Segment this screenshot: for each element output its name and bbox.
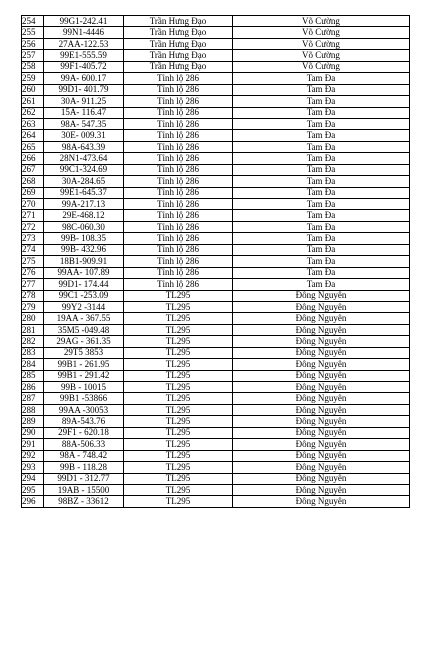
road-cell: Trần Hưng Đạo (124, 16, 233, 27)
road-cell: Tỉnh lộ 286 (124, 199, 233, 210)
license-plate-cell: 99AA- 107.89 (44, 267, 124, 278)
road-cell: TL295 (124, 427, 233, 438)
area-cell: Đông Nguyên (233, 496, 410, 507)
table-row (22, 199, 410, 210)
table-row (22, 313, 410, 324)
license-plate-cell: 98C-060.30 (44, 221, 124, 232)
row-number-cell: 275 (22, 256, 44, 267)
area-cell: Tam Đa (233, 96, 410, 107)
row-number-cell: 258 (22, 61, 44, 72)
row-number-cell: 266 (22, 153, 44, 164)
row-number-cell: 285 (22, 370, 44, 381)
license-plate-cell: 27AA-122.53 (44, 38, 124, 49)
license-plate-cell: 30E- 009.31 (44, 130, 124, 141)
area-cell: Tam Đa (233, 73, 410, 84)
area-cell: Đông Nguyên (233, 359, 410, 370)
license-plate-cell: 99C1-324.69 (44, 164, 124, 175)
area-cell: Tam Đa (233, 107, 410, 118)
road-cell: TL295 (124, 450, 233, 461)
table-row (22, 27, 410, 38)
table-row (22, 267, 410, 278)
road-cell: TL295 (124, 462, 233, 473)
road-cell: TL295 (124, 313, 233, 324)
license-plate-cell: 19AA - 367.55 (44, 313, 124, 324)
table-row (22, 416, 410, 427)
area-cell: Tam Đa (233, 130, 410, 141)
row-number-cell: 273 (22, 233, 44, 244)
road-cell: Tỉnh lộ 286 (124, 210, 233, 221)
license-plate-cell: 15A- 116.47 (44, 107, 124, 118)
license-plate-cell: 99D1 - 312.77 (44, 473, 124, 484)
area-cell: Đông Nguyên (233, 336, 410, 347)
row-number-cell: 288 (22, 404, 44, 415)
row-number-cell: 261 (22, 96, 44, 107)
license-plate-cell: 99G1-242.41 (44, 16, 124, 27)
row-number-cell: 293 (22, 462, 44, 473)
license-plate-cell: 99Y2 -3144 (44, 301, 124, 312)
table-row (22, 61, 410, 72)
area-cell: Đông Nguyên (233, 370, 410, 381)
road-cell: Tỉnh lộ 286 (124, 96, 233, 107)
license-plate-cell: 99D1- 174.44 (44, 279, 124, 290)
road-cell: TL295 (124, 336, 233, 347)
table-row (22, 233, 410, 244)
table-row (22, 244, 410, 255)
row-number-cell: 269 (22, 187, 44, 198)
area-cell: Tam Đa (233, 84, 410, 95)
road-cell: TL295 (124, 290, 233, 301)
area-cell: Đông Nguyên (233, 473, 410, 484)
area-cell: Tam Đa (233, 199, 410, 210)
license-plate-cell: 98A - 748.42 (44, 450, 124, 461)
license-plate-cell: 99C1 -253.09 (44, 290, 124, 301)
area-cell: Tam Đa (233, 187, 410, 198)
area-cell: Tam Đa (233, 141, 410, 152)
row-number-cell: 290 (22, 427, 44, 438)
row-number-cell: 280 (22, 313, 44, 324)
road-cell: TL295 (124, 324, 233, 335)
row-number-cell: 289 (22, 416, 44, 427)
area-cell: Tam Đa (233, 176, 410, 187)
road-cell: Tỉnh lộ 286 (124, 130, 233, 141)
road-cell: TL295 (124, 347, 233, 358)
table-row (22, 107, 410, 118)
area-cell: Tam Đa (233, 267, 410, 278)
license-plate-cell: 19AB - 15500 (44, 484, 124, 495)
row-number-cell: 262 (22, 107, 44, 118)
table-row (22, 73, 410, 84)
area-cell: Võ Cường (233, 50, 410, 61)
road-cell: Tỉnh lộ 286 (124, 233, 233, 244)
road-cell: TL295 (124, 382, 233, 393)
table-row (22, 382, 410, 393)
license-plate-cell: 99B1 -53866 (44, 393, 124, 404)
row-number-cell: 264 (22, 130, 44, 141)
license-plate-cell: 99E1-555.59 (44, 50, 124, 61)
row-number-cell: 284 (22, 359, 44, 370)
table-row (22, 450, 410, 461)
road-cell: TL295 (124, 439, 233, 450)
road-cell: Tỉnh lộ 286 (124, 279, 233, 290)
table-row (22, 130, 410, 141)
road-cell: TL295 (124, 496, 233, 507)
table-row (22, 210, 410, 221)
table-row (22, 336, 410, 347)
area-cell: Đông Nguyên (233, 427, 410, 438)
table-row (22, 473, 410, 484)
road-cell: Tỉnh lộ 286 (124, 73, 233, 84)
table-row (22, 496, 410, 507)
area-cell: Đông Nguyên (233, 393, 410, 404)
area-cell: Đông Nguyên (233, 439, 410, 450)
license-plate-cell: 99A- 600.17 (44, 73, 124, 84)
road-cell: Tỉnh lộ 286 (124, 187, 233, 198)
license-plate-cell: 30A-284.65 (44, 176, 124, 187)
road-cell: TL295 (124, 416, 233, 427)
row-number-cell: 294 (22, 473, 44, 484)
area-cell: Tam Đa (233, 153, 410, 164)
row-number-cell: 278 (22, 290, 44, 301)
table-row (22, 439, 410, 450)
row-number-cell: 287 (22, 393, 44, 404)
license-plate-cell: 28N1-473.64 (44, 153, 124, 164)
row-number-cell: 277 (22, 279, 44, 290)
table-row (22, 462, 410, 473)
area-cell: Tam Đa (233, 256, 410, 267)
license-plate-cell: 88A-506.33 (44, 439, 124, 450)
license-plate-cell: 30A- 911.25 (44, 96, 124, 107)
license-plate-cell: 99B - 10015 (44, 382, 124, 393)
license-plate-cell: 99E1-645.37 (44, 187, 124, 198)
plate-table-body (22, 16, 410, 508)
road-cell: Tỉnh lộ 286 (124, 141, 233, 152)
area-cell: Võ Cường (233, 27, 410, 38)
table-row (22, 484, 410, 495)
area-cell: Đông Nguyên (233, 382, 410, 393)
road-cell: Trần Hưng Đạo (124, 27, 233, 38)
row-number-cell: 254 (22, 16, 44, 27)
license-plate-cell: 99F1-405.72 (44, 61, 124, 72)
row-number-cell: 255 (22, 27, 44, 38)
row-number-cell: 271 (22, 210, 44, 221)
area-cell: Đông Nguyên (233, 313, 410, 324)
row-number-cell: 270 (22, 199, 44, 210)
plate-table (21, 15, 410, 508)
road-cell: Trần Hưng Đạo (124, 38, 233, 49)
table-row (22, 427, 410, 438)
table-row (22, 370, 410, 381)
table-row (22, 164, 410, 175)
license-plate-cell: 99A-217.13 (44, 199, 124, 210)
road-cell: Tỉnh lộ 286 (124, 267, 233, 278)
license-plate-cell: 29AG - 361.35 (44, 336, 124, 347)
row-number-cell: 256 (22, 38, 44, 49)
row-number-cell: 282 (22, 336, 44, 347)
table-row (22, 118, 410, 129)
table-row (22, 221, 410, 232)
road-cell: Tỉnh lộ 286 (124, 164, 233, 175)
license-plate-cell: 99B1 - 261.95 (44, 359, 124, 370)
row-number-cell: 292 (22, 450, 44, 461)
table-row (22, 324, 410, 335)
table-row (22, 84, 410, 95)
row-number-cell: 259 (22, 73, 44, 84)
area-cell: Đông Nguyên (233, 404, 410, 415)
road-cell: Tỉnh lộ 286 (124, 221, 233, 232)
license-plate-cell: 89A-543.76 (44, 416, 124, 427)
license-plate-cell: 99B- 432.96 (44, 244, 124, 255)
row-number-cell: 274 (22, 244, 44, 255)
area-cell: Đông Nguyên (233, 450, 410, 461)
table-row (22, 359, 410, 370)
area-cell: Đông Nguyên (233, 324, 410, 335)
license-plate-cell: 18B1-909.91 (44, 256, 124, 267)
area-cell: Tam Đa (233, 221, 410, 232)
road-cell: Trần Hưng Đạo (124, 50, 233, 61)
road-cell: Trần Hưng Đạo (124, 61, 233, 72)
row-number-cell: 257 (22, 50, 44, 61)
table-row (22, 347, 410, 358)
license-plate-cell: 98A- 547.35 (44, 118, 124, 129)
area-cell: Võ Cường (233, 16, 410, 27)
license-plate-cell: 35M5 -049.48 (44, 324, 124, 335)
license-plate-cell: 29F1 - 620.18 (44, 427, 124, 438)
area-cell: Tam Đa (233, 279, 410, 290)
license-plate-cell: 29T5 3853 (44, 347, 124, 358)
table-row (22, 290, 410, 301)
row-number-cell: 291 (22, 439, 44, 450)
row-number-cell: 279 (22, 301, 44, 312)
row-number-cell: 286 (22, 382, 44, 393)
road-cell: Tỉnh lộ 286 (124, 84, 233, 95)
area-cell: Đông Nguyên (233, 290, 410, 301)
road-cell: TL295 (124, 404, 233, 415)
license-plate-cell: 99N1-4446 (44, 27, 124, 38)
table-row (22, 279, 410, 290)
row-number-cell: 281 (22, 324, 44, 335)
row-number-cell: 272 (22, 221, 44, 232)
road-cell: TL295 (124, 393, 233, 404)
table-row (22, 153, 410, 164)
area-cell: Võ Cường (233, 61, 410, 72)
table-row (22, 50, 410, 61)
area-cell: Đông Nguyên (233, 484, 410, 495)
row-number-cell: 296 (22, 496, 44, 507)
license-plate-cell: 98BZ - 33612 (44, 496, 124, 507)
table-row (22, 187, 410, 198)
row-number-cell: 267 (22, 164, 44, 175)
road-cell: TL295 (124, 359, 233, 370)
area-cell: Đông Nguyên (233, 347, 410, 358)
area-cell: Tam Đa (233, 233, 410, 244)
row-number-cell: 268 (22, 176, 44, 187)
road-cell: Tỉnh lộ 286 (124, 118, 233, 129)
table-row (22, 256, 410, 267)
license-plate-cell: 99B - 118.28 (44, 462, 124, 473)
area-cell: Đông Nguyên (233, 301, 410, 312)
table-row (22, 176, 410, 187)
license-plate-cell: 99D1- 401.79 (44, 84, 124, 95)
row-number-cell: 263 (22, 118, 44, 129)
road-cell: Tỉnh lộ 286 (124, 153, 233, 164)
table-row (22, 141, 410, 152)
area-cell: Tam Đa (233, 244, 410, 255)
table-row (22, 16, 410, 27)
road-cell: TL295 (124, 473, 233, 484)
row-number-cell: 260 (22, 84, 44, 95)
table-row (22, 393, 410, 404)
road-cell: TL295 (124, 301, 233, 312)
row-number-cell: 295 (22, 484, 44, 495)
road-cell: Tỉnh lộ 286 (124, 244, 233, 255)
license-plate-cell: 98A-643.39 (44, 141, 124, 152)
table-row (22, 96, 410, 107)
road-cell: Tỉnh lộ 286 (124, 256, 233, 267)
license-plate-cell: 29E-468.12 (44, 210, 124, 221)
row-number-cell: 265 (22, 141, 44, 152)
area-cell: Đông Nguyên (233, 462, 410, 473)
row-number-cell: 283 (22, 347, 44, 358)
license-plate-cell: 99B- 108.35 (44, 233, 124, 244)
area-cell: Võ Cường (233, 38, 410, 49)
table-row (22, 404, 410, 415)
area-cell: Tam Đa (233, 210, 410, 221)
road-cell: TL295 (124, 370, 233, 381)
area-cell: Đông Nguyên (233, 416, 410, 427)
road-cell: Tỉnh lộ 286 (124, 176, 233, 187)
table-row (22, 38, 410, 49)
license-plate-cell: 99B1 - 291.42 (44, 370, 124, 381)
road-cell: TL295 (124, 484, 233, 495)
license-plate-cell: 99AA -30053 (44, 404, 124, 415)
row-number-cell: 276 (22, 267, 44, 278)
table-row (22, 301, 410, 312)
area-cell: Tam Đa (233, 164, 410, 175)
road-cell: Tỉnh lộ 286 (124, 107, 233, 118)
area-cell: Tam Đa (233, 118, 410, 129)
